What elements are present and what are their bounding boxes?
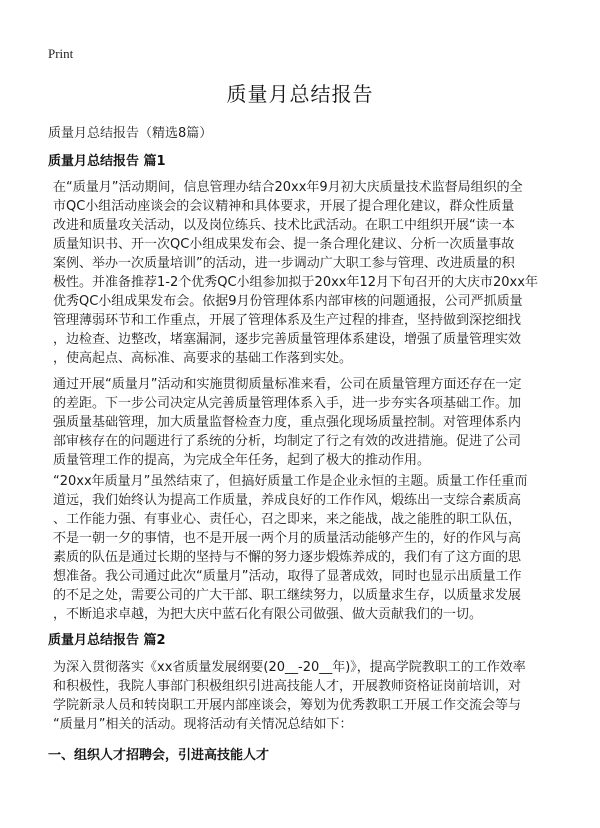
paragraph-line: 强质量基础管理，加大质量监督检查力度，重点强化现场质量控制。对管理体系内: [53, 415, 522, 430]
paragraph-line: ，使高起点、高标准、高要求的基础工作落到实处。: [53, 351, 353, 366]
document-title: 质量月总结报告: [226, 82, 374, 106]
paragraph-line: 改进和质量攻关活动，以及岗位练兵、技术比武活动。在职工中组织开展“读一本: [53, 218, 515, 233]
paragraph-line: 的不足之处，需要公司的广大干部、职工继续努力，以质量求生存，以质量求发展: [53, 588, 522, 603]
paragraph-line: “质量月”相关的活动。现将活动有关情况总结如下：: [53, 717, 353, 732]
paragraph-line: “20xx年质量月”虽然结束了，但搞好质量工作是企业永恒的主题。质量工作任重而: [53, 474, 528, 489]
print-label: Print: [48, 46, 74, 61]
paragraph-line: 在“质量月”活动期间，信息管理办结合20xx年9月初大庆质量技术监督局组织的全: [53, 180, 523, 195]
paragraph-line: 素质的队伍是通过长期的坚持与不懈的努力逐步煅炼养成的，我们有了这方面的思: [53, 550, 522, 565]
paragraph-line: ，不断追求卓越，为把大庆中蓝石化有限公司做强、做大贡献我们的一切。: [53, 607, 483, 622]
paragraph-line: 为深入贯彻落实《xx省质量发展纲要(20__-20__年)》，提高学院教职工的工作效率: [53, 660, 526, 675]
paragraph-line: 学院新录人员和转岗职工开展内部座谈会，筹划为优秀教职工开展工作交流会等与: [53, 698, 522, 713]
paragraph-line: 案例、举办一次质量培训”的活动，进一步调动广大职工参与管理、改进质量的积: [53, 256, 515, 271]
paragraph: [53, 472, 553, 624]
paragraph-line: 、工作能力强、有事业心、责任心，召之即来，来之能战，战之能胜的职工队伍，: [53, 512, 522, 527]
paragraph-line: 部审核存在的问题进行了系统的分析，均制定了行之有效的改进措施。促进了公司: [53, 434, 522, 449]
paragraph-line: 想准备。我公司通过此次“质量月”活动，取得了显著成效，同时也显示出质量工作: [53, 569, 522, 584]
section-heading-1: 质量月总结报告 篇1: [48, 154, 166, 169]
paragraph-line: 通过开展“质量月”活动和实施贯彻质量标准来看，公司在质量管理方面还存在一定: [53, 377, 522, 392]
paragraph-line: 不是一朝一夕的事情，也不是开展一两个月的质量活动能够产生的，好的作风与高: [53, 531, 522, 546]
paragraph-line: 和积极性，我院人事部门积极组织引进高技能人才，开展教师资格证岗前培训，对: [53, 679, 522, 694]
paragraph: [53, 178, 553, 368]
paragraph-line: 优秀QC小组成果发布会。依据9月份管理体系内部审核的问题通报，公司严抓质量: [53, 294, 523, 309]
paragraph-line: 市QC小组活动座谈会的会议精神和具体要求，开展了提合理化建议，群众性质量: [53, 199, 515, 214]
document-subtitle: 质量月总结报告（精选8篇）: [48, 126, 213, 141]
paragraph: [53, 375, 553, 470]
paragraph-line: 质量知识书、开一次QC小组成果发布会、提一条合理化建议、分析一次质量事故: [53, 237, 515, 252]
paragraph-line: 质量管理工作的提高，为完成全年任务，起到了极大的推动作用。: [53, 453, 431, 468]
paragraph-line: 的差距。下一步公司决定从完善质量管理体系入手，进一步夯实各项基础工作。加: [53, 396, 522, 411]
paragraph-line: 管理薄弱环节和工作重点，开展了管理体系及生产过程的排查，坚持做到深挖细找: [53, 313, 522, 328]
paragraph-line: 道远，我们始终认为提高工作质量，养成良好的工作作风，煅练出一支综合素质高: [53, 493, 522, 508]
section-heading-2: 质量月总结报告 篇2: [48, 633, 166, 648]
paragraph-line: 极性。并准备推荐1-2个优秀QC小组参加拟于20xx年12月下旬召开的大庆市20xx年: [53, 275, 538, 290]
subsection-heading: 一、组织人才招聘会，引进高技能人才: [48, 748, 270, 763]
paragraph-line: ，边检查、边整改，堵塞漏洞，逐步完善质量管理体系建设，增强了质量管理实效: [53, 332, 522, 347]
paragraph: [53, 658, 553, 734]
